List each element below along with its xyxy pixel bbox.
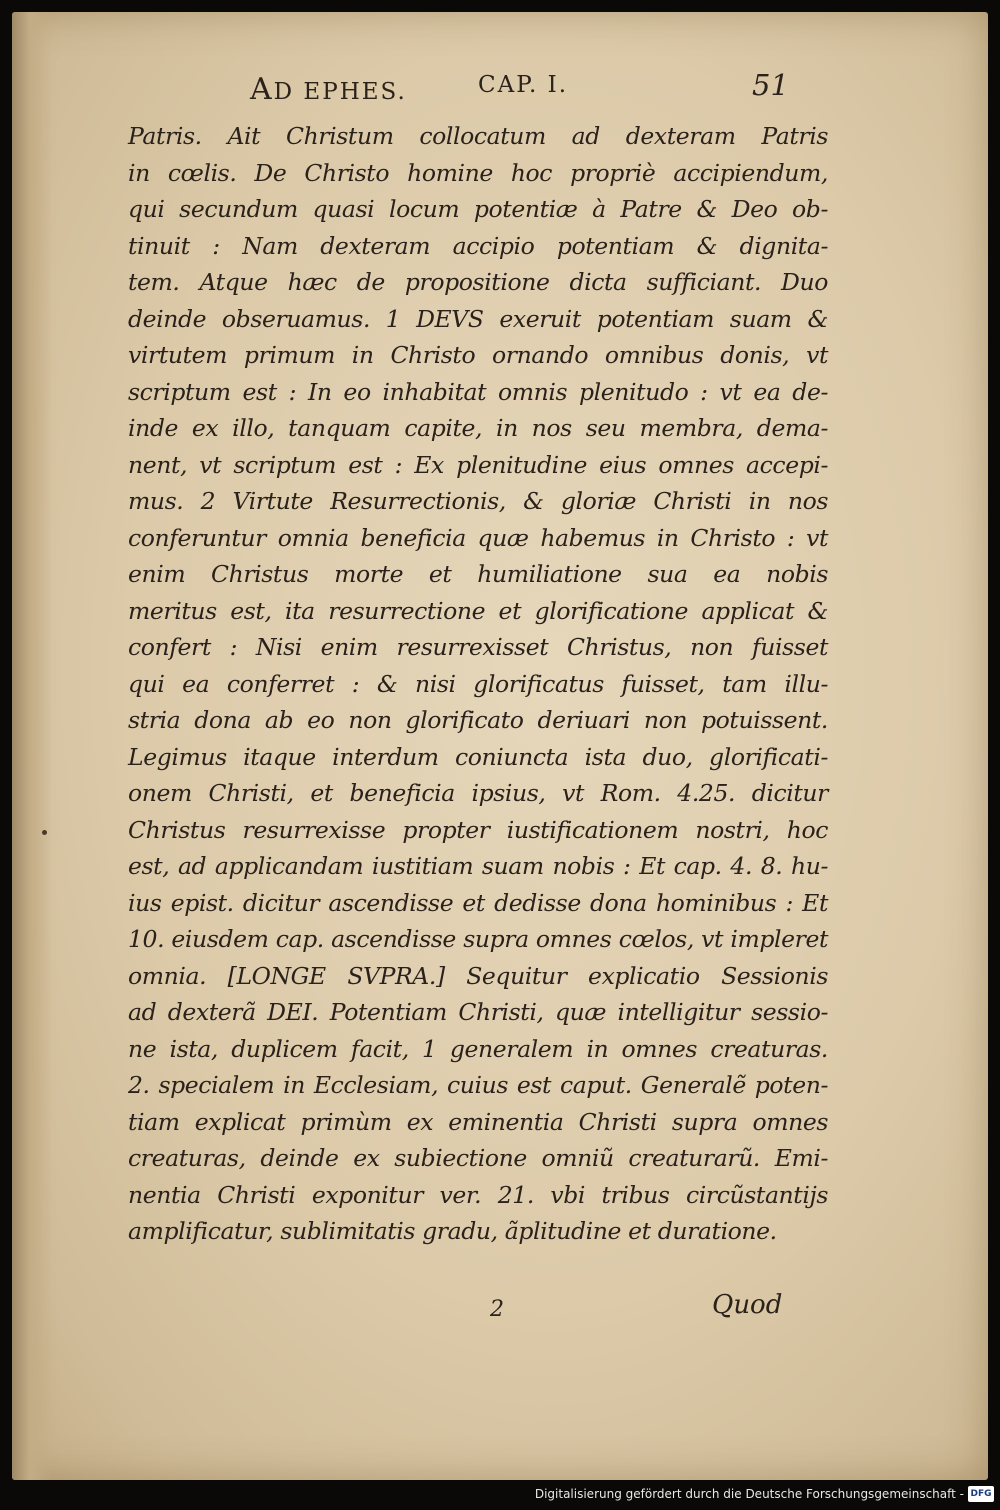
text-line: qui ea conferret : & nisi glorificatus fuisset, tam illu- [128,669,828,698]
text-line: amplificatur, sublimitatis gradu, ãplitudine et duratione. [128,1217,777,1245]
page-gutter [12,12,52,1480]
text-line: meritus est, ita resurrectione et glorificatione applicat & [128,596,828,625]
footer-bar [0,1480,1000,1510]
running-head [250,68,810,112]
page-number: 51 [752,68,789,102]
text-line: mus. 2 Virtute Resurrectionis, & gloriæ Christi in nos [128,487,828,515]
text-line: nentia Christi exponitur ver. 21. vbi tribus circũstantijs [128,1180,828,1209]
running-title-initial: A [250,72,274,107]
text-line: est, ad applicandam iustitiam suam nobis : Et cap. 4. 8. hu- [128,852,828,880]
catchword: Quod [712,1290,783,1320]
chapter-label: CAP. I. [478,72,569,98]
text-line: tem. Atque hæc de propositione dicta sufficiant. Duo [128,268,828,296]
running-title-rest: D EPHES. [273,79,407,105]
funding-credit: Digitalisierung gefördert durch die Deutsche Forschungsgemeinschaft - [534,1487,964,1501]
text-line: 2. specialem in Ecclesiam, cuius est caput. Generalẽ poten- [128,1071,828,1099]
book-page [12,12,988,1480]
text-line: onem Christi, et beneficia ipsius, vt Rom. 4.25. dicitur [128,779,828,807]
body-text [128,118,828,1250]
text-line: creaturas, deinde ex subiectione omniũ creaturarũ. Emi- [128,1144,828,1172]
running-title [250,72,407,107]
text-line: scriptum est : In eo inhabitat omnis plenitudo : vt ea de- [128,377,828,406]
text-line: virtutem primum in Christo ornando omnibus donis, vt [128,341,828,369]
text-line: 10. eiusdem cap. ascendisse supra omnes cœlos, vt impleret [128,925,828,953]
dfg-logo-icon: DFG [968,1486,994,1502]
text-line: confert : Nisi enim resurrexisset Christus, non fuisset [128,633,828,661]
text-line: tiam explicat primùm ex eminentia Christi supra omnes [128,1107,828,1136]
text-line: enim Christus morte et humiliatione sua ea nobis [128,560,828,588]
text-line: ius epist. dicitur ascendisse et dedisse dona hominibus : Et [128,888,828,917]
text-line: Patris. Ait Christum collocatum ad dexteram Patris [128,122,828,150]
text-line: omnia. [LONGE SVPRA.] Sequitur explicatio Sessionis [128,961,828,990]
text-line: inde ex illo, tanquam capite, in nos seu membra, dema- [128,414,828,442]
text-line: nent, vt scriptum est : Ex plenitudine eius omnes accepi- [128,450,828,479]
text-line: Christus resurrexisse propter iustificationem nostri, hoc [128,815,828,844]
ink-speck [42,830,47,835]
text-line: Legimus itaque interdum coniuncta ista duo, glorificati- [128,742,828,771]
text-line: stria dona ab eo non glorificato deriuari non potuissent. [128,706,828,734]
signature-mark: 2 [490,1297,504,1322]
text-line: ne ista, duplicem facit, 1 generalem in omnes creaturas. [128,1034,828,1063]
text-line: qui secundum quasi locum potentiæ à Patre & Deo ob- [128,195,828,223]
text-line: tinuit : Nam dexteram accipio potentiam & dignita- [128,231,828,260]
text-line: conferuntur omnia beneficia quæ habemus in Christo : vt [128,523,828,552]
text-line: in cœlis. De Christo homine hoc propriè accipiendum, [128,158,828,187]
text-line: deinde obseruamus. 1 DEVS exeruit potentiam suam & [128,304,828,333]
text-line: ad dexterã DEI. Potentiam Christi, quæ intelligitur sessio- [128,998,828,1026]
